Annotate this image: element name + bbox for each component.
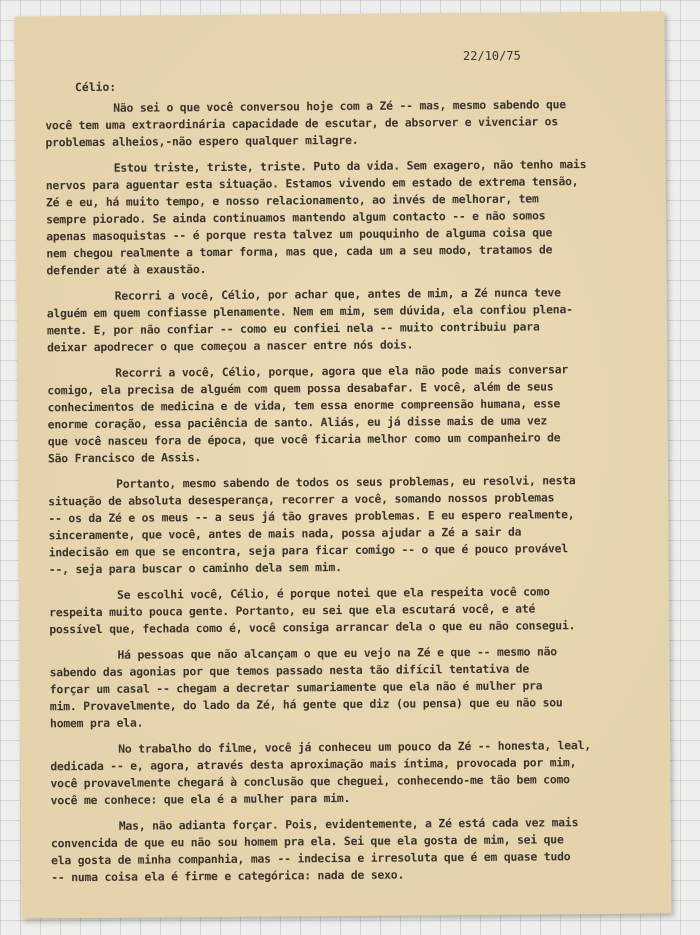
- letter-line: sabendo das agonias por que temos passado nesta tão difícil tentativa de: [49, 661, 530, 680]
- letter-line: sinceramente, que você, antes de mais nada, possa ajudar a Zé a sair da: [48, 524, 522, 543]
- letter-line: Recorri a você, Célio, porque, agora que ela não pode mais conversar: [115, 362, 569, 380]
- letter-line: você tem uma extraordinária capacidade de escutar, de absorver e vivenciar os: [45, 114, 559, 133]
- letter-salutation: Célio:: [74, 79, 117, 95]
- letter-line: Mas, não adianta forçar. Pois, evidentemente, a Zé está cada vez mais: [118, 815, 579, 833]
- letter-line: dedicada -- e, agora, através desta aproximação mais íntima, provocada por mim,: [50, 755, 577, 774]
- letter-line: problemas alheios,-não espero qualquer milagre.: [45, 132, 359, 150]
- letter-paragraph: [48, 472, 643, 579]
- letter-date: 22/10/75: [462, 48, 521, 64]
- letter-line: homem pra ela.: [49, 715, 144, 731]
- letter-line: -- numa coisa ela é firme e categórica: nada de sexo.: [51, 867, 405, 885]
- letter-paragraph: [51, 814, 646, 887]
- letter-paragraph: [49, 583, 643, 639]
- letter-line: você me conhece: que ela é a mulher para mim.: [50, 790, 351, 808]
- letter-paragraph: [49, 643, 644, 733]
- letter-body: [45, 96, 645, 887]
- letter-line: Há pessoas que não alcançam o que eu vejo na Zé e que -- mesmo não: [117, 644, 557, 662]
- letter-paragraph: [46, 156, 641, 280]
- letter-line: Zé e eu, há muito tempo, e nosso relacionamento, ao invés de melhorar, tem: [45, 191, 539, 210]
- letter-line: mente. E, por não confiar -- como eu confiei nela -- muito contribuiu para: [46, 319, 540, 338]
- letter-paragraph: [50, 737, 645, 810]
- letter-line: ela gosta de minha companhia, mas -- indecisa e irresoluta que é em quase tudo: [51, 849, 571, 868]
- letter-line: -- os da Zé e os meus -- a seus já tão graves problemas. E eu espero realmente,: [48, 507, 575, 526]
- letter-line: comigo, ela precisa de alguém com quem possa desabafar. E você, além de seus: [47, 379, 554, 398]
- letter-line: enorme coração, essa paciência de santo. Aliás, eu já disse mais de uma vez: [47, 413, 548, 432]
- letter-line: mim. Provavelmente, do lado da Zé, há gente que diz (ou pensa) que eu não sou: [49, 695, 563, 714]
- letter-line: nem chegou realmente a tomar forma, mas que, cada um a seu modo, tratamos de: [46, 242, 553, 261]
- letter-line: São Francisco de Assis.: [47, 450, 202, 466]
- letter-line: possível que, fechada como é, você consiga arrancar dela o que eu não consegui.: [49, 618, 576, 637]
- letter-line: nervos para aguentar esta situação. Estamos vivendo em estado de extrema tensão,: [45, 174, 579, 193]
- letter-paragraph: [47, 361, 642, 468]
- letter-paragraph: [45, 96, 639, 152]
- letter-line: conhecimentos de medicina e de vida, tem essa enorme compreensão humana, esse: [47, 396, 561, 415]
- letter-line: Estou triste, triste, triste. Puto da vida. Sem exagero, não tenho mais: [113, 157, 587, 175]
- letter-line: você provavelmente chegará à conclusão que cheguei, conhecendo-me tão bem como: [50, 772, 570, 791]
- letter-line: que você nasceu fora de época, que você ficaria melhor como um companheiro de: [47, 430, 561, 449]
- letter-line: --, seja para buscar o caminho dela sem mim.: [48, 560, 342, 577]
- letter-line: indecisão em que se encontra, seja para ficar comigo -- o que é pouco provável: [48, 541, 569, 560]
- letter-paragraph: [47, 284, 642, 357]
- letter-line: defender até à exaustão.: [46, 262, 207, 278]
- letter-line: alguém em quem confiasse plenamente. Nem em mim, sem dúvida, ela confiou plena-: [46, 302, 573, 321]
- letter-line: Recorri a você, Célio, por achar que, antes de mim, a Zé nunca teve: [114, 285, 561, 303]
- letter-line: situação de absoluta desesperança, recorrer a você, somando nossos problemas: [48, 490, 555, 509]
- letter-line: Se escolhi você, Célio, é porque notei que ela respeita você como: [116, 584, 550, 602]
- letter-line: No trabalho do filme, você já conheceu um pouco da Zé -- honesta, leal,: [118, 738, 591, 756]
- letter-line: convencida de que eu não sou homem pra ela. Sei que ela gosta de mim, sei que: [50, 832, 564, 851]
- letter-line: apenas masoquistas -- é porque resta talvez um pouquinho de alguma coisa que: [46, 225, 553, 244]
- typewritten-letter-page: [14, 11, 671, 918]
- letter-line: deixar apodrecer o que começou a nascer entre nós dois.: [47, 337, 414, 355]
- letter-line: respeita muito pouca gente. Portanto, eu sei que ela escutará você, e até: [49, 601, 536, 620]
- letter-line: Portanto, mesmo sabendo de todos os seus problemas, eu resolvi, nesta: [116, 473, 576, 491]
- letter-line: forçar um casal -- chegam a decretar sumariamente que ela não é mulher pra: [49, 678, 543, 697]
- letter-line: sempre piorado. Se ainda continuamos mantendo algum contacto -- e não somos: [46, 208, 546, 227]
- letter-line: Não sei o que você conversou hoje com a Zé -- mas, mesmo sabendo que: [113, 97, 566, 115]
